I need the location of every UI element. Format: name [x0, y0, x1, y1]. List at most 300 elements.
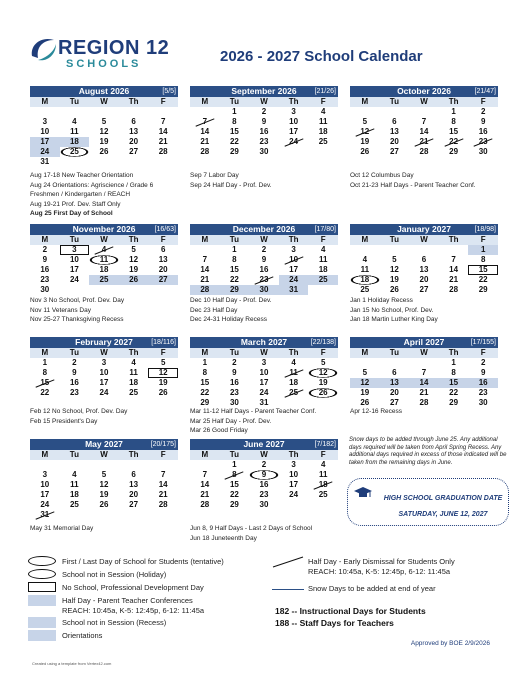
week-row — [350, 137, 498, 147]
day-cell — [279, 500, 309, 510]
weekday-row — [30, 97, 178, 107]
month-header — [190, 439, 338, 450]
legend-conf-times: REACH: 10:45a, K-5: 12:45p, 6-12: 11:45a — [62, 606, 205, 615]
notes-apr: Apr 12-16 Recess — [350, 408, 403, 415]
weekday-label: Th — [128, 235, 139, 244]
day-cell — [89, 460, 119, 470]
day-cell: 20 — [129, 490, 139, 499]
day-cell: 11 — [360, 265, 370, 274]
day-cell: 17 — [40, 490, 50, 499]
month-title: August 2026 — [78, 86, 130, 96]
day-cell: 3 — [42, 117, 48, 126]
legend-half-day-times: REACH: 10:45a, K-5: 12:45p, 6-12: 11:45a — [308, 567, 451, 576]
month-title: October 2026 — [397, 86, 451, 96]
day-cell: 22 — [229, 137, 239, 146]
weekday-row — [350, 348, 498, 358]
day-cell: 25 — [279, 388, 309, 398]
day-cell: 31 — [40, 157, 50, 166]
day-cell: 27 — [419, 285, 429, 294]
day-cell: 23 — [40, 275, 50, 284]
weekday-label: Th — [448, 348, 459, 357]
day-cell: 12 — [350, 127, 380, 137]
day-cell: 26 — [360, 398, 370, 407]
weekday-label: W — [260, 450, 268, 459]
week-row — [190, 358, 338, 368]
week-row — [350, 255, 498, 265]
day-cell: 21 — [158, 137, 168, 146]
day-cell: 15 — [30, 378, 60, 388]
week-row — [30, 255, 178, 265]
weekday-label: M — [41, 235, 49, 244]
day-cell: 27 — [129, 147, 139, 156]
weekday-row — [190, 450, 338, 460]
month-may-2027 — [30, 439, 178, 520]
day-cell: 9 — [480, 117, 486, 126]
week-row — [30, 275, 178, 285]
day-cell: 7 — [160, 117, 166, 126]
day-cell: 2 — [232, 358, 237, 367]
region12-logo — [28, 34, 188, 74]
month-title: June 2027 — [243, 439, 285, 449]
month-day-count: [18/98] — [474, 226, 496, 233]
day-cell: 17 — [289, 480, 299, 489]
weekday-label: Th — [448, 235, 459, 244]
day-cell: 7 — [202, 255, 208, 264]
day-cell: 11 — [70, 480, 79, 489]
day-cell — [148, 285, 178, 295]
day-cell: 2 — [72, 358, 77, 367]
week-row — [30, 500, 178, 510]
day-cell: 13 — [129, 480, 139, 489]
page-title: 2026 - 2027 School Calendar — [220, 48, 423, 65]
day-cell: 12 — [389, 265, 399, 274]
month-title: March 2027 — [240, 337, 288, 347]
day-cell — [60, 460, 90, 470]
day-cell: 19 — [99, 137, 109, 146]
day-cell: 22 — [449, 388, 459, 397]
day-cell: 25 — [89, 275, 119, 285]
day-cell: 21 — [409, 137, 439, 147]
day-cell: 2 — [480, 358, 486, 367]
week-row — [190, 460, 338, 470]
week-row — [30, 107, 178, 117]
weekday-label: W — [100, 450, 108, 459]
weekday-label: M — [201, 348, 209, 357]
week-row — [30, 265, 178, 275]
day-cell: 27 — [389, 147, 399, 156]
day-cell: 30 — [259, 500, 269, 509]
day-cell: 10 — [69, 255, 79, 264]
day-cell: 5 — [101, 117, 107, 126]
day-cell: 16 — [468, 378, 498, 388]
week-row — [190, 368, 338, 378]
day-cell: 3 — [261, 358, 267, 367]
day-cell: 31 — [30, 510, 60, 520]
day-cell: 18 — [60, 137, 90, 147]
day-cell — [30, 460, 60, 470]
graduation-title: HIGH SCHOOL GRADUATION DATE — [383, 495, 503, 502]
day-cell: 11 — [318, 255, 328, 264]
month-day-count: [7/182] — [314, 441, 336, 448]
weekday-label: F — [320, 97, 326, 106]
day-cell — [148, 107, 178, 117]
day-cell: 24 — [30, 147, 60, 157]
day-cell: 7 — [421, 117, 427, 126]
day-cell: 13 — [129, 127, 139, 136]
day-cell: 19 — [389, 275, 399, 284]
day-cell: 23 — [468, 137, 498, 147]
weekday-label: M — [201, 97, 209, 106]
legend-first-last-symbol — [28, 556, 56, 566]
day-cell — [60, 107, 90, 117]
day-cell: 9 — [480, 368, 486, 377]
day-cell — [190, 245, 220, 255]
legend-conf-symbol — [28, 595, 56, 606]
day-cell: 1 — [451, 358, 456, 367]
day-cell: 9 — [42, 255, 48, 264]
month-september-2026 — [190, 86, 338, 157]
day-cell: 7 — [202, 470, 208, 479]
weekday-label: M — [361, 348, 369, 357]
day-cell — [308, 500, 338, 510]
weekday-row — [30, 235, 178, 245]
week-row — [350, 127, 498, 137]
day-cell — [350, 245, 380, 255]
week-row — [190, 470, 338, 480]
day-cell: 24 — [99, 388, 109, 397]
day-totals — [275, 605, 426, 629]
template-credit: Created using a template from Vertex42.com — [32, 661, 112, 666]
day-cell: 1 — [232, 460, 237, 469]
day-cell: 18 — [129, 378, 139, 387]
week-row — [190, 245, 338, 255]
day-cell: 19 — [360, 137, 370, 146]
day-cell: 6 — [131, 470, 136, 479]
month-april-2027 — [350, 337, 498, 408]
weekday-label: Th — [288, 97, 299, 106]
day-cell: 8 — [480, 255, 486, 264]
day-cell: 20 — [129, 137, 139, 146]
day-cell: 18 — [350, 275, 380, 285]
month-day-count: [5/5] — [162, 88, 176, 95]
day-cell: 10 — [99, 368, 109, 377]
day-cell: 6 — [421, 255, 427, 264]
week-row — [190, 490, 338, 500]
month-day-count: [22/138] — [310, 339, 336, 346]
legend-snow: Snow Days to be added at end of year — [308, 584, 436, 593]
week-row — [30, 157, 178, 167]
day-cell: 29 — [449, 147, 459, 156]
day-cell: 6 — [131, 117, 136, 126]
day-cell: 11 — [89, 255, 119, 265]
day-cell: 19 — [318, 378, 328, 387]
weekday-label: M — [41, 348, 49, 357]
day-cell: 22 — [478, 275, 488, 284]
notes-nov: Nov 3 No School, Prof. Dev. Day Nov 11 Veterans Day Nov 25-27 Thanksgiving Recess — [30, 297, 125, 323]
day-cell: 24 — [279, 275, 309, 285]
day-cell: 12 — [99, 127, 109, 136]
week-row — [30, 460, 178, 470]
day-cell: 12 — [148, 368, 178, 378]
day-cell: 29 — [229, 147, 239, 156]
day-cell: 12 — [129, 255, 139, 264]
week-row — [350, 285, 498, 295]
weekday-label: Tu — [229, 235, 239, 244]
week-row — [350, 275, 498, 285]
weekday-label: M — [201, 450, 209, 459]
week-row — [350, 388, 498, 398]
day-cell: 12 — [99, 480, 109, 489]
day-cell: 5 — [160, 358, 166, 367]
month-march-2027 — [190, 337, 338, 408]
notes-jun: Jun 8, 9 Half Days - Last 2 Days of School Jun 18 Juneteenth Day — [190, 525, 313, 542]
day-cell: 15 — [229, 480, 239, 489]
day-cell: 5 — [362, 368, 368, 377]
week-row — [30, 147, 178, 157]
notes-dec: Dec 10 Half Day - Prof. Dev. Dec 23 Half Day Dec 24-31 Holiday Recess — [190, 297, 272, 323]
week-row — [190, 107, 338, 117]
day-cell: 7 — [160, 470, 166, 479]
day-cell: 29 — [229, 500, 239, 509]
day-cell: 11 — [318, 470, 328, 479]
day-cell: 15 — [468, 265, 498, 275]
week-row — [190, 265, 338, 275]
day-cell: 2 — [42, 245, 48, 254]
day-cell: 27 — [129, 500, 139, 509]
weekday-label: Tu — [389, 235, 399, 244]
day-cell: 16 — [69, 378, 79, 387]
day-cell: 18 — [308, 480, 338, 490]
day-cell: 4 — [72, 117, 77, 126]
month-header — [30, 86, 178, 97]
day-cell: 25 — [69, 500, 79, 509]
notes-feb: Feb 12 No School, Prof. Dev. Day Feb 15 President's Day — [30, 408, 128, 425]
week-row — [350, 147, 498, 157]
weekday-label: F — [320, 450, 326, 459]
day-cell: 12 — [308, 368, 338, 378]
day-cell: 23 — [229, 388, 239, 397]
day-cell: 3 — [291, 107, 296, 116]
week-row — [30, 358, 178, 368]
day-cell: 30 — [478, 398, 488, 407]
month-day-count: [20/175] — [150, 441, 176, 448]
weekday-label: Tu — [389, 97, 399, 106]
weekday-label: Tu — [69, 97, 79, 106]
weekday-label: Th — [128, 97, 139, 106]
day-cell: 15 — [200, 378, 210, 387]
week-row — [30, 285, 178, 295]
legend-snow-symbol — [272, 589, 304, 600]
day-cell: 29 — [449, 398, 459, 407]
day-cell: 1 — [468, 245, 498, 255]
day-cell: 9 — [72, 368, 77, 377]
day-cell: 20 — [419, 275, 429, 284]
notes-sep: Sep 7 Labor Day Sep 24 Half Day - Prof. Dev. — [190, 172, 272, 189]
day-cell: 22 — [200, 388, 210, 397]
day-cell: 31 — [279, 285, 309, 295]
day-cell: 14 — [200, 480, 210, 489]
day-cell: 23 — [478, 388, 488, 397]
legend-orient-symbol — [28, 630, 56, 641]
day-cell: 30 — [249, 285, 279, 295]
month-title: December 2026 — [232, 224, 296, 234]
week-row — [190, 117, 338, 127]
day-cell: 27 — [148, 275, 178, 285]
day-cell — [119, 285, 149, 295]
day-cell: 22 — [229, 490, 239, 499]
day-cell: 8 — [220, 470, 250, 480]
day-cell: 2 — [261, 245, 267, 254]
day-cell: 29 — [478, 285, 488, 294]
weekday-row — [350, 235, 498, 245]
brand-sub: SCHOOLS — [66, 58, 142, 70]
legend-holiday: School not in Session (Holiday) — [62, 570, 167, 579]
day-cell: 28 — [158, 500, 168, 509]
day-cell: 22 — [40, 388, 50, 397]
day-cell — [380, 245, 410, 255]
day-cell: 28 — [200, 147, 210, 156]
legend-holiday-symbol — [28, 569, 56, 579]
weekday-label: F — [160, 348, 166, 357]
month-title: September 2026 — [231, 86, 297, 96]
weekday-label: M — [361, 97, 369, 106]
weekday-label: F — [160, 450, 166, 459]
month-header — [350, 86, 498, 97]
week-row — [190, 127, 338, 137]
day-cell: 1 — [42, 358, 48, 367]
month-title: November 2026 — [72, 224, 136, 234]
day-cell — [89, 107, 119, 117]
day-cell: 4 — [131, 358, 136, 367]
day-cell: 5 — [362, 117, 368, 126]
week-row — [350, 245, 498, 255]
weekday-label: W — [260, 348, 268, 357]
day-cell: 28 — [449, 285, 459, 294]
day-cell — [89, 157, 119, 167]
week-row — [30, 470, 178, 480]
instructional-days: 182 -- Instructional Days for Students — [275, 606, 426, 616]
weekday-label: Tu — [69, 450, 79, 459]
day-cell: 14 — [158, 480, 168, 489]
day-cell: 19 — [158, 378, 168, 387]
day-cell: 2 — [480, 107, 486, 116]
week-row — [350, 265, 498, 275]
day-cell: 9 — [232, 368, 237, 377]
week-row — [190, 480, 338, 490]
day-cell: 23 — [69, 388, 79, 397]
day-cell: 26 — [360, 147, 370, 156]
week-row — [30, 117, 178, 127]
month-header — [30, 439, 178, 450]
day-cell: 1 — [202, 358, 208, 367]
weekday-label: M — [201, 235, 209, 244]
legend-orient: Orientations — [62, 631, 103, 640]
day-cell: 10 — [279, 255, 309, 265]
day-cell — [439, 245, 469, 255]
day-cell: 17 — [69, 265, 79, 274]
day-cell: 6 — [392, 117, 397, 126]
day-cell: 1 — [232, 245, 237, 254]
day-cell: 24 — [289, 490, 299, 499]
week-row — [30, 127, 178, 137]
notes-aug: Aug 17-18 New Teacher Orientation Aug 24 Orientations: Agriscience / Grade 6 Freshmen / Kindergarten / REACH Aug 19-21 Prof. Dev. Staff Only Aug 25 First Day of School — [30, 172, 154, 217]
month-june-2027 — [190, 439, 338, 510]
week-row — [190, 285, 338, 295]
weekday-label: Tu — [229, 450, 239, 459]
legend-half-day-symbol — [272, 556, 304, 568]
day-cell: 8 — [232, 255, 237, 264]
day-cell: 23 — [249, 275, 279, 285]
day-cell: 7 — [451, 255, 456, 264]
month-day-count: [17/155] — [470, 339, 496, 346]
weekday-label: W — [420, 235, 428, 244]
week-row — [190, 147, 338, 157]
day-cell: 25 — [318, 137, 328, 146]
day-cell: 18 — [289, 378, 299, 387]
day-cell: 25 — [129, 388, 139, 397]
day-cell: 26 — [99, 147, 109, 156]
day-cell: 23 — [259, 490, 269, 499]
day-cell: 21 — [200, 490, 210, 499]
graduation-box — [347, 478, 509, 526]
day-cell: 3 — [60, 245, 90, 255]
weekday-label: Th — [288, 235, 299, 244]
day-cell: 13 — [419, 265, 429, 274]
day-cell — [409, 107, 439, 117]
day-cell: 17 — [259, 378, 269, 387]
day-cell — [350, 358, 380, 368]
week-row — [30, 378, 178, 388]
day-cell: 24 — [279, 137, 309, 147]
day-cell: 26 — [389, 285, 399, 294]
day-cell: 15 — [449, 127, 459, 136]
day-cell: 18 — [318, 265, 328, 274]
weekday-label: Th — [288, 348, 299, 357]
day-cell — [119, 157, 149, 167]
weekday-row — [30, 450, 178, 460]
weekday-label: Th — [448, 97, 459, 106]
legend-pd: No School, Professional Development Day — [62, 583, 204, 592]
day-cell: 30 — [229, 398, 239, 407]
notes-may: May 31 Memorial Day — [30, 525, 94, 532]
day-cell — [409, 245, 439, 255]
day-cell: 29 — [200, 398, 210, 407]
day-cell: 26 — [308, 388, 338, 398]
weekday-label: W — [420, 348, 428, 357]
day-cell: 19 — [99, 490, 109, 499]
day-cell: 16 — [478, 127, 488, 136]
day-cell: 30 — [40, 285, 50, 294]
day-cell: 1 — [232, 107, 237, 116]
day-cell: 30 — [478, 147, 488, 156]
day-cell: 13 — [389, 127, 399, 136]
day-cell: 13 — [380, 378, 410, 388]
day-cell: 27 — [389, 398, 399, 407]
week-row — [350, 358, 498, 368]
week-row — [30, 510, 178, 520]
day-cell: 2 — [261, 107, 267, 116]
day-cell: 28 — [190, 285, 220, 295]
legend-pd-symbol — [28, 582, 56, 592]
day-cell: 14 — [158, 127, 168, 136]
day-cell: 14 — [200, 265, 210, 274]
day-cell: 10 — [289, 470, 299, 479]
week-row — [190, 275, 338, 285]
day-cell: 4 — [362, 255, 368, 264]
day-cell: 8 — [451, 368, 456, 377]
weekday-row — [190, 97, 338, 107]
day-cell: 28 — [200, 500, 210, 509]
